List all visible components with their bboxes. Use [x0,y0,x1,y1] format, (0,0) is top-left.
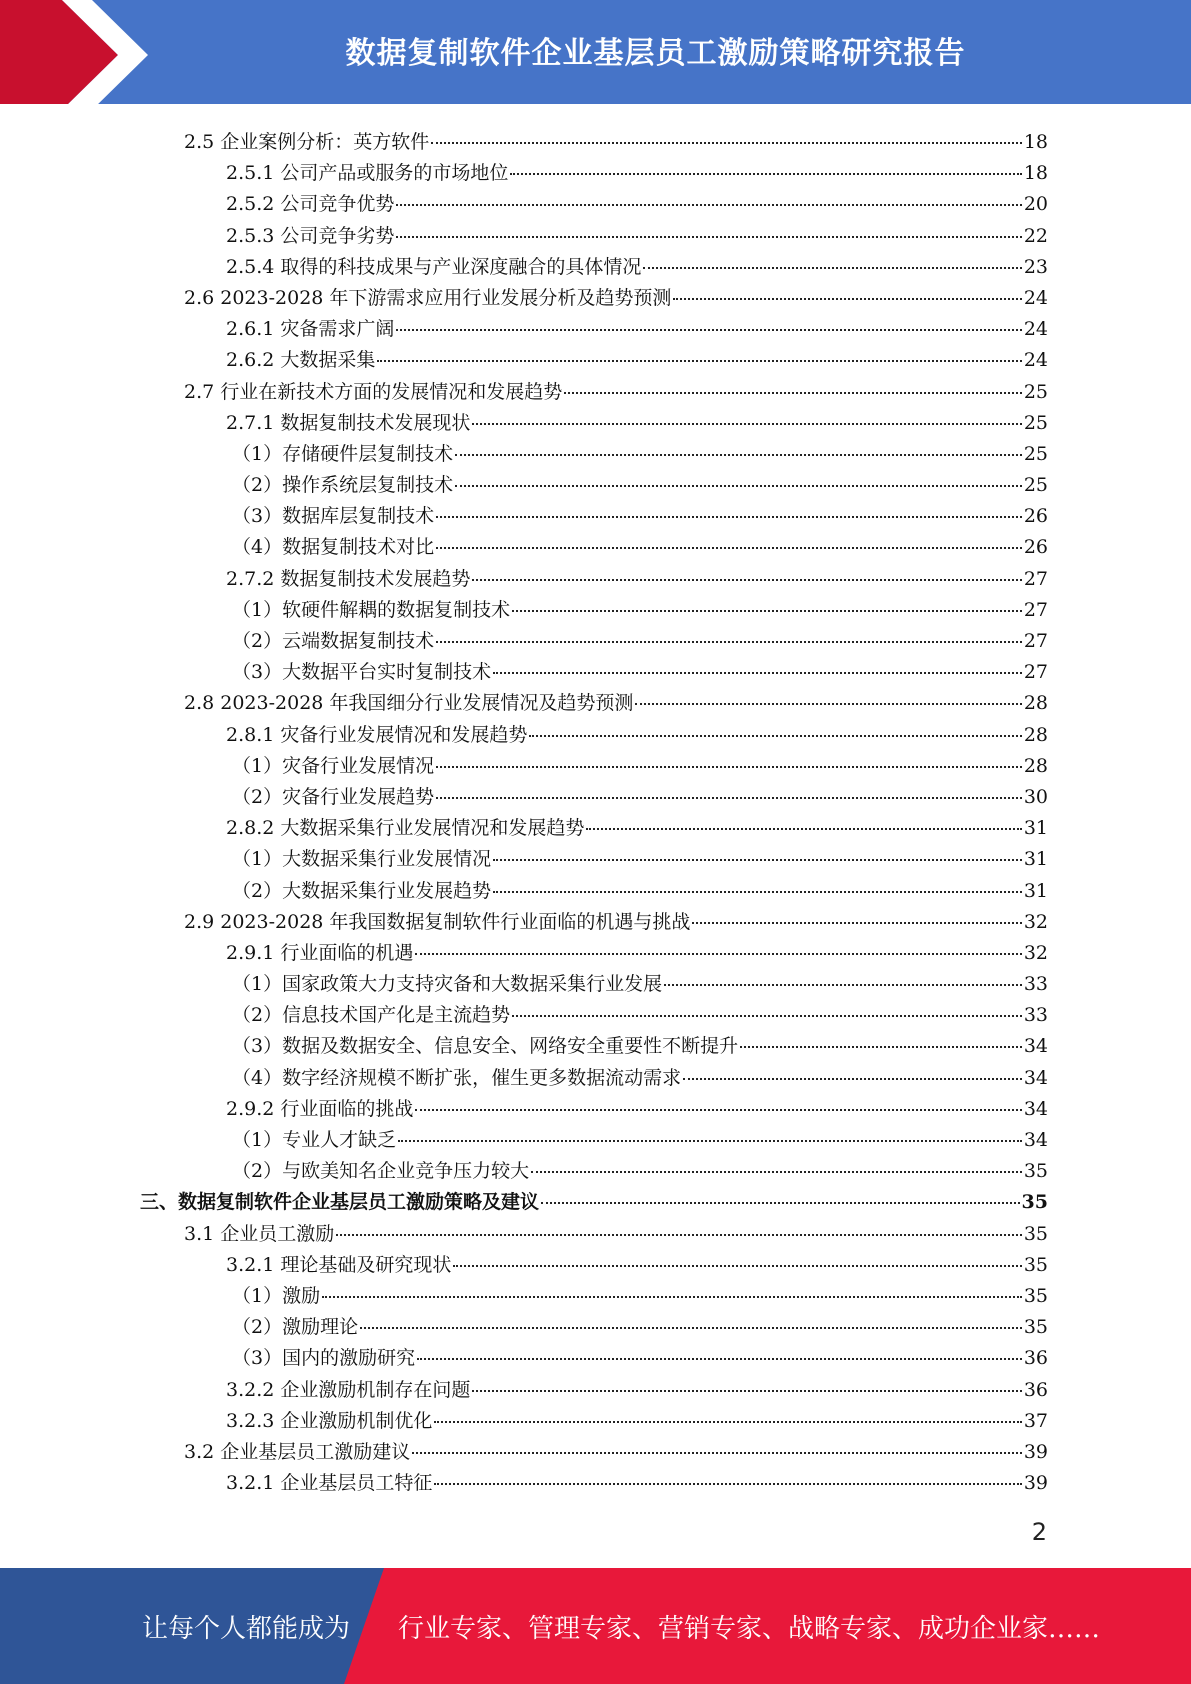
toc-entry-label: 2.8 2023-2028 年我国细分行业发展情况及趋势预测 [184,692,634,715]
toc-dot-leader [436,516,1022,518]
toc-dot-leader [472,579,1021,581]
toc-entry-page: 35 [1023,1284,1048,1307]
toc-entry-label: 2.7.1 数据复制技术发展现状 [226,411,471,434]
toc-entry[interactable] [140,1219,1048,1250]
toc-entry[interactable] [140,252,1048,283]
toc-dot-leader [455,485,1022,487]
toc-dot-leader [412,1452,1022,1454]
toc-entry[interactable] [140,221,1048,252]
toc-dot-leader [692,922,1021,924]
toc-entry-label: （2）灾备行业发展趋势 [232,785,435,808]
toc-entry-page: 35 [1023,1316,1048,1339]
toc-dot-leader [493,891,1022,893]
toc-entry-page: 39 [1023,1440,1048,1463]
toc-entry-label: 3.1 企业员工激励 [184,1222,335,1245]
toc-entry-page: 27 [1023,630,1048,652]
toc-entry[interactable] [140,189,1048,220]
toc-entry-page: 28 [1023,723,1048,746]
toc-entry-label: （2）激励理论 [232,1316,359,1339]
toc-entry-label: （2）信息技术国产化是主流趋势 [232,1004,511,1027]
toc-entry-label: 3.2.2 企业激励机制存在问题 [226,1378,471,1401]
toc-dot-leader [431,142,1022,144]
toc-entry[interactable] [140,377,1048,408]
toc-entry-page: 36 [1023,1378,1048,1401]
toc-entry-page: 30 [1023,785,1048,808]
toc-dot-leader [531,1171,1022,1173]
toc-dot-leader [635,703,1021,705]
toc-entry[interactable] [140,470,1048,501]
toc-entry-label: 2.5.4 取得的科技成果与产业深度融合的具体情况 [226,255,642,278]
toc-entry-page: 27 [1023,598,1048,621]
toc-entry-label: （1）软硬件解耦的数据复制技术 [232,598,511,621]
toc-entry-label: 2.5.1 公司产品或服务的市场地位 [226,162,509,185]
toc-dot-leader [434,1421,1021,1423]
toc-entry-page: 31 [1023,879,1048,902]
toc-dot-leader [396,204,1021,206]
toc-entry-page: 23 [1023,255,1048,278]
toc-entry-label: 2.5.2 公司竞争优势 [226,193,395,216]
toc-dot-leader [472,1390,1021,1392]
toc-entry[interactable] [140,501,1048,532]
toc-entry-label: （4）数据复制技术对比 [232,536,435,559]
toc-entry-label: （3）数据及数据安全、信息安全、网络安全重要性不断提升 [232,1035,739,1058]
toc-entry-page: 25 [1023,442,1048,465]
toc-entry-page: 34 [1023,1129,1048,1151]
toc-entry[interactable] [140,969,1048,1000]
toc-entry-label: 2.5.3 公司竞争劣势 [226,224,395,247]
toc-entry[interactable] [140,626,1048,657]
toc-entry-label: （1）专业人才缺乏 [232,1129,397,1151]
toc-entry-label: （1）激励 [232,1284,321,1307]
toc-dot-leader [415,1109,1021,1111]
toc-entry[interactable] [140,907,1048,938]
page-footer [0,1568,1191,1684]
toc-entry-label: 2.5 企业案例分析：英方软件 [184,131,430,153]
toc-entry[interactable] [140,439,1048,470]
toc-entry-label: （2）操作系统层复制技术 [232,474,454,497]
toc-entry[interactable] [140,1375,1048,1406]
toc-entry-page: 33 [1023,973,1048,996]
toc-entry-label: 3.2.3 企业激励机制优化 [226,1409,433,1432]
footer-slogan-right: 行业专家、管理专家、营销专家、战略专家、成功企业家…… [398,1613,1101,1644]
toc-entry[interactable] [140,1406,1048,1437]
toc-entry-label: 2.6.2 大数据采集 [226,349,376,372]
toc-entry-page: 25 [1023,474,1048,497]
toc-entry[interactable] [140,1187,1048,1218]
toc-entry-page: 24 [1023,349,1048,372]
toc-entry-page: 35 [1023,1160,1048,1183]
toc-dot-leader [510,173,1021,175]
toc-dot-leader [455,454,1022,456]
toc-dot-leader [643,267,1021,269]
toc-entry-label: 2.9.1 行业面临的机遇 [226,941,414,964]
toc-dot-leader [564,392,1022,394]
page-number: 2 [1031,1518,1047,1546]
toc-entry-page: 35 [1021,1191,1048,1214]
toc-entry[interactable] [140,345,1048,376]
toc-entry[interactable] [140,1281,1048,1312]
toc-entry[interactable] [140,751,1048,782]
toc-entry-label: 2.9.2 行业面临的挑战 [226,1097,414,1120]
toc-dot-leader [673,298,1021,300]
toc-entry-label: 2.7.2 数据复制技术发展趋势 [226,567,471,590]
toc-entry[interactable] [140,1156,1048,1187]
toc-entry[interactable] [140,408,1048,439]
toc-dot-leader [434,1483,1021,1485]
toc-entry-page: 32 [1023,910,1048,933]
toc-dot-leader [683,1078,1022,1080]
toc-entry-label: 3.2.1 理论基础及研究现状 [226,1253,452,1276]
toc-entry-label: （1）大数据采集行业发展情况 [232,848,492,871]
toc-entry-page: 31 [1023,817,1048,840]
toc-dot-leader [472,423,1021,425]
toc-entry-page: 27 [1023,661,1048,684]
toc-entry[interactable] [140,595,1048,626]
toc-dot-leader [512,610,1022,612]
toc-entry-page: 26 [1023,536,1048,559]
toc-dot-leader [436,547,1022,549]
toc-entry-page: 34 [1023,1066,1048,1089]
toc-entry-label: 2.6 2023-2028 年下游需求应用行业发展分析及趋势预测 [184,286,672,309]
toc-entry[interactable] [140,1031,1048,1062]
toc-dot-leader [360,1327,1022,1329]
toc-entry[interactable] [140,127,1048,158]
toc-entry-label: 3.2.1 企业基层员工特征 [226,1472,433,1495]
toc-entry-page: 25 [1023,411,1048,434]
toc-entry[interactable] [140,1312,1048,1343]
toc-entry[interactable] [140,1437,1048,1468]
toc-entry-label: 2.7 行业在新技术方面的发展情况和发展趋势 [184,380,563,403]
toc-entry-label: 3.2 企业基层员工激励建议 [184,1440,411,1463]
toc-entry-page: 18 [1023,162,1048,185]
toc-entry-page: 24 [1023,318,1048,341]
toc-dot-leader [453,1265,1021,1267]
toc-entry-page: 39 [1023,1472,1048,1495]
toc-entry[interactable] [140,782,1048,813]
toc-entry[interactable] [140,283,1048,314]
toc-dot-leader [512,1015,1022,1017]
toc-entry-label: （3）国内的激励研究 [232,1347,416,1370]
toc-entry[interactable] [140,657,1048,688]
toc-entry[interactable] [140,1343,1048,1374]
toc-entry-label: （1）灾备行业发展情况 [232,754,435,777]
toc-dot-leader [436,641,1022,643]
toc-dot-leader [740,1046,1022,1048]
toc-entry-label: 2.6.1 灾备需求广阔 [226,318,395,341]
toc-entry[interactable] [140,876,1048,907]
toc-dot-leader [664,984,1022,986]
toc-entry-page: 36 [1023,1347,1048,1370]
toc-entry-label: 三、数据复制软件企业基层员工激励策略及建议 [140,1191,540,1214]
toc-entry[interactable] [140,688,1048,719]
toc-entry-page: 25 [1023,380,1048,403]
toc-dot-leader [493,859,1022,861]
toc-entry-label: （4）数字经济规模不断扩张，催生更多数据流动需求 [232,1066,682,1089]
toc-entry-page: 34 [1023,1035,1048,1058]
toc-entry[interactable] [140,720,1048,751]
table-of-contents [140,127,1048,1499]
toc-entry-page: 28 [1023,754,1048,777]
toc-entry-label: 2.8.1 灾备行业发展情况和发展趋势 [226,723,528,746]
toc-entry-label: 2.8.2 大数据采集行业发展情况和发展趋势 [226,817,585,840]
toc-entry-label: （2）大数据采集行业发展趋势 [232,879,492,902]
toc-entry-page: 35 [1023,1222,1048,1245]
toc-entry-page: 31 [1023,848,1048,871]
toc-dot-leader [436,797,1022,799]
footer-slogan-left: 让每个人都能成为 [142,1613,351,1644]
toc-entry[interactable] [140,1468,1048,1499]
toc-dot-leader [396,236,1021,238]
toc-entry-page: 18 [1023,131,1048,153]
toc-entry[interactable] [140,1250,1048,1281]
toc-entry[interactable] [140,813,1048,844]
toc-entry-label: （1）存储硬件层复制技术 [232,442,454,465]
toc-entry[interactable] [140,938,1048,969]
toc-entry-page: 34 [1023,1097,1048,1120]
toc-entry-label: （2）与欧美知名企业竞争压力较大 [232,1160,530,1183]
toc-entry-page: 20 [1023,193,1048,216]
page-header [0,0,1191,110]
toc-dot-leader [493,672,1022,674]
toc-dot-leader [415,953,1021,955]
document-title: 数据复制软件企业基层员工激励策略研究报告 [345,36,966,71]
toc-entry[interactable] [140,158,1048,189]
toc-entry[interactable] [140,314,1048,345]
toc-dot-leader [417,1358,1022,1360]
toc-dot-leader [529,735,1021,737]
toc-entry-label: 2.9 2023-2028 年我国数据复制软件行业面临的机遇与挑战 [184,910,691,933]
toc-dot-leader [541,1202,1020,1204]
toc-entry[interactable] [140,532,1048,563]
toc-dot-leader [586,828,1021,830]
toc-entry-page: 27 [1023,567,1048,590]
toc-entry-page: 37 [1023,1409,1048,1432]
toc-entry[interactable] [140,844,1048,875]
toc-entry[interactable] [140,1000,1048,1031]
toc-entry-page: 32 [1023,941,1048,964]
toc-entry-label: （1）国家政策大力支持灾备和大数据采集行业发展 [232,973,663,996]
toc-entry-page: 22 [1023,224,1048,247]
toc-entry-page: 26 [1023,505,1048,528]
toc-entry[interactable] [140,1063,1048,1094]
toc-dot-leader [398,1140,1022,1142]
toc-dot-leader [377,360,1021,362]
toc-entry[interactable] [140,1125,1048,1156]
toc-entry-label: （3）数据库层复制技术 [232,505,435,528]
toc-dot-leader [322,1296,1022,1298]
toc-entry-page: 24 [1023,286,1048,309]
toc-entry-label: （3）大数据平台实时复制技术 [232,661,492,684]
header-bottom-line [0,104,1191,110]
toc-dot-leader [396,329,1021,331]
toc-entry-page: 33 [1023,1004,1048,1027]
toc-dot-leader [336,1234,1022,1236]
toc-entry-page: 28 [1023,692,1048,715]
toc-entry[interactable] [140,1094,1048,1125]
toc-dot-leader [436,766,1022,768]
toc-entry[interactable] [140,564,1048,595]
toc-entry-page: 35 [1023,1253,1048,1276]
toc-entry-label: （2）云端数据复制技术 [232,630,435,652]
